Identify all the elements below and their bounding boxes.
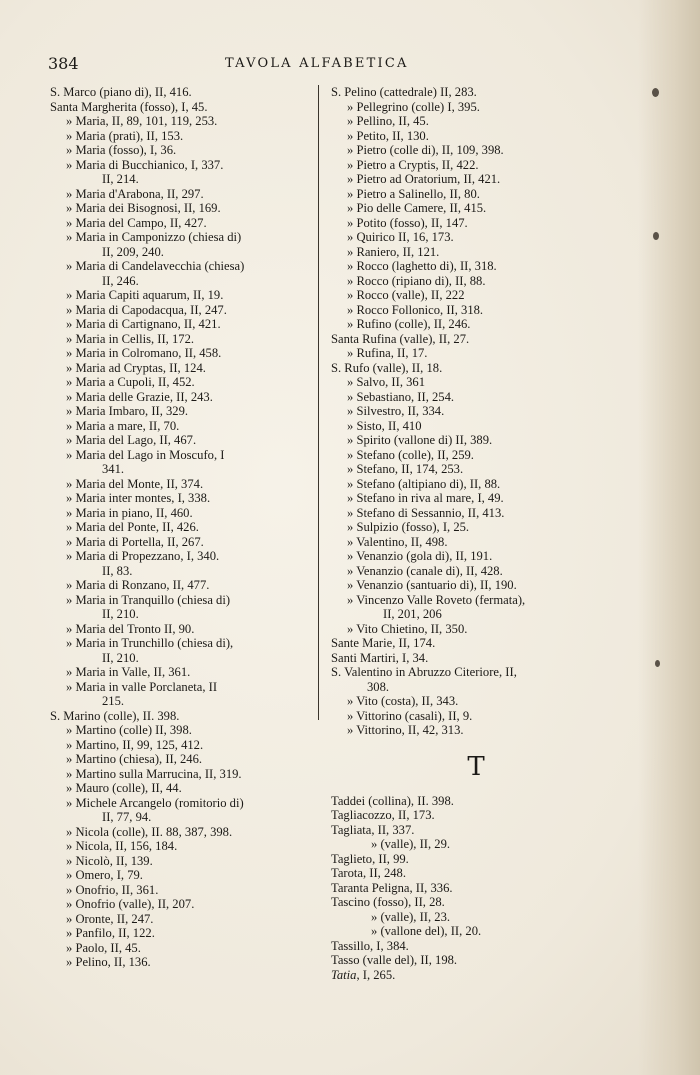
index-entry-text: » Pietro ad Oratorium, II, 421.: [347, 172, 501, 186]
index-entry-text: Taddei (collina), II. 398.: [331, 793, 454, 808]
index-entry: [331, 433, 621, 448]
index-entry-text: » Maria ad Cryptas, II, 124.: [66, 360, 206, 375]
index-entry-continuation: 308.: [367, 679, 390, 694]
index-entry: [331, 143, 621, 158]
index-entry: [50, 578, 312, 593]
index-entry-text: » Maria in Trunchillo (chiesa di),: [66, 636, 234, 650]
index-entry: [331, 288, 621, 303]
index-entry: [50, 230, 312, 259]
index-entry-text: S. Valentino in Abruzzo Citeriore, II,: [331, 665, 517, 679]
page-gutter-shadow: [638, 0, 700, 1075]
index-entry: [50, 100, 312, 115]
left-column: [50, 85, 312, 970]
index-entry-text: » Maria Imbaro, II, 329.: [66, 404, 189, 418]
index-entry-text: » Vittorino, II, 42, 313.: [347, 723, 464, 737]
index-entry-continuation: II, 246.: [102, 273, 139, 288]
index-entry: [331, 578, 621, 593]
index-entry: [331, 924, 621, 939]
index-entry-text: » Maria a mare, II, 70.: [66, 418, 180, 433]
index-entry-text: » Sulpizio (fosso), I, 25.: [347, 520, 470, 534]
index-entry: [331, 100, 621, 115]
index-entry-text: » Omero, I, 79.: [66, 868, 143, 882]
right-column: [331, 85, 621, 982]
index-entry: [331, 636, 621, 651]
index-entry: [331, 201, 621, 216]
index-entry-text: » Stefano (altipiano di), II, 88.: [347, 476, 501, 491]
index-entry-text: » Sebastiano, II, 254.: [347, 389, 455, 404]
index-entry-text: S. Marco (piano di), II, 416.: [50, 85, 192, 99]
index-entry: [50, 332, 312, 347]
index-entry: [331, 85, 621, 100]
index-entry-text: » Maria (prati), II, 153.: [66, 128, 184, 143]
index-entry-continuation: II, 201, 206: [383, 607, 442, 621]
index-entry: [50, 912, 312, 927]
index-entry-text: » Raniero, II, 121.: [347, 244, 440, 259]
index-entry: [331, 881, 621, 896]
index-entry-text: S. Pelino (cattedrale) II, 283.: [331, 85, 477, 99]
index-entry: [50, 709, 312, 724]
index-entry-text: » Maria del Ponte, II, 426.: [66, 520, 199, 534]
index-entry-text: » Stefano, II, 174, 253.: [347, 462, 464, 476]
index-entry: [50, 448, 312, 477]
index-entry: [50, 680, 312, 709]
index-entry-text: » Rocco (valle), II, 222: [347, 288, 465, 302]
index-entry-text: » Maria in Camponizzo (chiesa di): [66, 230, 242, 244]
index-entry-text: » Pio delle Camere, II, 415.: [347, 201, 487, 215]
index-entry-text: » Maria di Capodacqua, II, 247.: [66, 302, 227, 317]
index-entry: [331, 230, 621, 245]
index-entry: [331, 808, 621, 823]
index-entry-text: » Martino, II, 99, 125, 412.: [66, 737, 204, 752]
index-entry: [331, 303, 621, 318]
index-entry: [50, 883, 312, 898]
index-entry: [331, 866, 621, 881]
index-entry-text: » Maria Capiti aquarum, II, 19.: [66, 288, 224, 302]
index-entry: [50, 854, 312, 869]
index-entry: [50, 622, 312, 637]
index-entry: [50, 114, 312, 129]
index-entry: [331, 390, 621, 405]
index-entry-text: » Maria delle Grazie, II, 243.: [66, 389, 213, 404]
index-entry-text: Santa Margherita (fosso), I, 45.: [50, 99, 208, 114]
index-entry: [331, 910, 621, 925]
index-entry: [331, 274, 621, 289]
index-entry: [50, 767, 312, 782]
index-entry-text: » Stefano in riva al mare, I, 49.: [347, 491, 504, 505]
index-entry-text: » Silvestro, II, 334.: [347, 404, 445, 418]
index-entry: [331, 259, 621, 274]
index-entry-text: » Quirico II, 16, 173.: [347, 230, 454, 244]
index-entry-text: » Rocco Follonico, II, 318.: [347, 302, 484, 317]
index-entry-text: » Spirito (vallone di) II, 389.: [347, 433, 493, 447]
index-entry-text: » Martino (chiesa), II, 246.: [66, 752, 203, 766]
index-entry-continuation: II, 210.: [102, 607, 139, 621]
index-entry-text: » Maria in Cellis, II, 172.: [66, 331, 195, 346]
index-entry-text: » Rocco (ripiano di), II, 88.: [347, 273, 486, 288]
ink-speck: [652, 88, 659, 97]
index-entry-text: » Maria di Portella, II, 267.: [66, 534, 204, 549]
index-entry-text: Tassillo, I, 384.: [331, 938, 409, 953]
index-entry: [331, 419, 621, 434]
index-entry: [50, 143, 312, 158]
index-entry-text: » Martino (colle) II, 398.: [66, 723, 192, 737]
index-entry: [331, 245, 621, 260]
index-entry-text: Sante Marie, II, 174.: [331, 636, 436, 650]
index-entry: [331, 968, 621, 983]
index-entry-text: » Nicola, II, 156, 184.: [66, 839, 178, 853]
index-entry: [331, 651, 621, 666]
index-entry-text: » Michele Arcangelo (romitorio di): [66, 795, 244, 810]
index-entry-continuation: II, 77, 94.: [102, 810, 152, 824]
index-entry: [331, 622, 621, 637]
index-entry-continuation: II, 210.: [102, 650, 139, 665]
index-entry: [50, 535, 312, 550]
index-entry: [50, 477, 312, 492]
index-entry: [331, 158, 621, 173]
index-entry-text: » Salvo, II, 361: [347, 375, 426, 389]
index-entry: [50, 955, 312, 970]
index-entry-text: » Nicola (colle), II. 88, 387, 398.: [66, 824, 233, 839]
index-entry: [50, 825, 312, 840]
index-entry: [50, 897, 312, 912]
index-entry-continuation: II, 214.: [102, 172, 139, 186]
index-entry: [331, 129, 621, 144]
index-entry-text: » Maria del Monte, II, 374.: [66, 476, 204, 491]
index-entry: [331, 491, 621, 506]
index-entry-text: Santi Martiri, I, 34.: [331, 650, 429, 665]
index-entry: [50, 636, 312, 665]
index-entry-text: » Onofrio (valle), II, 207.: [66, 897, 195, 911]
index-entry-text: » Onofrio, II, 361.: [66, 882, 159, 897]
index-entry: [50, 752, 312, 767]
index-entry-text: » Venanzio (gola di), II, 191.: [347, 549, 493, 563]
section-letter: T: [467, 751, 485, 782]
index-entry-text: » Pietro a Salinello, II, 80.: [347, 186, 480, 201]
index-entry-text: » Maria inter montes, I, 338.: [66, 491, 211, 505]
index-entry-text: » Maria in Colromano, II, 458.: [66, 346, 222, 360]
index-entry-text: Tagliacozzo, II, 173.: [331, 808, 435, 822]
index-entry: [50, 158, 312, 187]
index-entry-text: » Maria, II, 89, 101, 119, 253.: [66, 114, 218, 128]
index-entry-text: » Stefano (colle), II, 259.: [347, 447, 474, 462]
index-entry: [331, 317, 621, 332]
index-entry: [331, 593, 621, 622]
ink-speck: [653, 232, 659, 240]
page-number: 384: [48, 54, 79, 73]
index-entry: [331, 114, 621, 129]
index-entry: [331, 462, 621, 477]
index-entry: [50, 520, 312, 535]
index-entry: [331, 895, 621, 910]
index-entry: [331, 506, 621, 521]
index-entry: [50, 941, 312, 956]
index-entry: [331, 216, 621, 231]
index-entry-text: » Vittorino (casali), II, 9.: [347, 708, 473, 723]
index-entry: [331, 361, 621, 376]
index-entry-text: » Oronte, II, 247.: [66, 911, 154, 926]
index-entry: [50, 375, 312, 390]
index-entry-text: S. Rufo (valle), II, 18.: [331, 360, 443, 375]
index-entry: [331, 723, 621, 738]
index-entry-text: Taranta Peligna, II, 336.: [331, 880, 453, 895]
index-entry: [50, 288, 312, 303]
index-entry-text: » Maria dei Bisognosi, II, 169.: [66, 201, 221, 215]
index-entry: [50, 390, 312, 405]
index-entry: [331, 837, 621, 852]
index-entry: [50, 738, 312, 753]
index-entry-text: » Rocco (laghetto di), II, 318.: [347, 259, 497, 273]
index-entry-text: Tascino (fosso), II, 28.: [331, 895, 445, 909]
index-entry-text: » Panfilo, II, 122.: [66, 926, 155, 940]
index-entry-text: » Petito, II, 130.: [347, 128, 429, 143]
index-entry: [331, 939, 621, 954]
index-entry: [331, 665, 621, 694]
index-entry-text: S. Marino (colle), II. 398.: [50, 708, 180, 723]
page-header: [0, 54, 640, 76]
index-entry-continuation: 215.: [102, 694, 125, 708]
index-entry-text: » Pelino, II, 136.: [66, 955, 151, 969]
index-entry-text: » (valle), II, 23.: [371, 909, 451, 924]
index-entry: [50, 216, 312, 231]
index-entry-text: Taglieto, II, 99.: [331, 851, 409, 866]
index-entry-text: » Paolo, II, 45.: [66, 940, 141, 955]
index-entry-text: Tarota, II, 248.: [331, 866, 407, 880]
index-entry: [50, 404, 312, 419]
index-entry-text: » Stefano di Sessannio, II, 413.: [347, 505, 505, 520]
index-entry-text: » Maria del Campo, II, 427.: [66, 215, 207, 230]
index-entry-text: » Rufina, II, 17.: [347, 346, 428, 360]
index-entry-text: » Valentino, II, 498.: [347, 534, 448, 549]
index-entry-text: » Pellino, II, 45.: [347, 114, 429, 128]
index-entry: [331, 187, 621, 202]
index-entry-text: » Mauro (colle), II, 44.: [66, 781, 182, 795]
index-entry-text: Tagliata, II, 337.: [331, 822, 415, 837]
index-entry: [50, 259, 312, 288]
index-entry-text: » Maria di Cartignano, II, 421.: [66, 317, 221, 331]
index-entry-text: » Vito (costa), II, 343.: [347, 694, 459, 708]
index-entry: [331, 953, 621, 968]
index-entry-text: Tasso (valle del), II, 198.: [331, 953, 458, 967]
index-entry-text: » Maria in Valle, II, 361.: [66, 665, 191, 679]
index-entry-text: » Pellegrino (colle) I, 395.: [347, 99, 480, 114]
index-entry: [50, 201, 312, 216]
index-entry: [331, 549, 621, 564]
index-entry: [331, 564, 621, 579]
index-entry: [50, 549, 312, 578]
index-entry-text: » Maria di Bucchianico, I, 337.: [66, 157, 224, 172]
index-entry-text: » Maria in valle Porclaneta, II: [66, 679, 218, 694]
index-entry: [50, 129, 312, 144]
index-entry-text: » Maria del Lago, II, 467.: [66, 433, 197, 447]
index-entry-text: » Maria d'Arabona, II, 297.: [66, 186, 204, 201]
index-entry: [331, 709, 621, 724]
index-entry: [331, 852, 621, 867]
index-entry: [50, 317, 312, 332]
index-entry: [331, 477, 621, 492]
index-entry: [50, 868, 312, 883]
index-entry: [50, 187, 312, 202]
index-entry-text: » Vito Chietino, II, 350.: [347, 621, 468, 636]
index-entry: [331, 172, 621, 187]
index-entry-text: » Pietro a Cryptis, II, 422.: [347, 157, 479, 172]
index-entry: [50, 593, 312, 622]
index-entry: [50, 303, 312, 318]
index-entry-text: » Maria di Ronzano, II, 477.: [66, 578, 210, 592]
index-entry-continuation: 341.: [102, 462, 125, 476]
column-divider: [318, 85, 319, 720]
index-entry: [50, 723, 312, 738]
index-entry: [331, 694, 621, 709]
index-entry: [50, 346, 312, 361]
index-entry: [50, 796, 312, 825]
index-entry-text: » Sisto, II, 410: [347, 418, 422, 433]
index-entry: [331, 794, 621, 809]
index-entry-text: » Maria (fosso), I, 36.: [66, 143, 177, 157]
index-entry: [331, 332, 621, 347]
index-entry: [331, 375, 621, 390]
index-entry: [50, 926, 312, 941]
index-entry-text: » Martino sulla Marrucina, II, 319.: [66, 766, 242, 781]
index-entry-text: Tatia, I, 265.: [331, 967, 396, 982]
index-entry: [50, 506, 312, 521]
index-entry: [50, 491, 312, 506]
index-entry-text: » Potito (fosso), II, 147.: [347, 215, 468, 230]
index-entry-text: » Maria del Tronto II, 90.: [66, 621, 195, 636]
index-entry: [50, 433, 312, 448]
index-entry-text: » Venanzio (santuario di), II, 190.: [347, 578, 517, 592]
index-entry-text: » Maria di Propezzano, I, 340.: [66, 549, 220, 563]
ink-speck: [655, 660, 660, 667]
index-entry-continuation: II, 209, 240.: [102, 244, 164, 259]
index-entry: [50, 361, 312, 376]
index-entry-text: » Pietro (colle di), II, 109, 398.: [347, 143, 504, 157]
index-entry-text: » Vincenzo Valle Roveto (fermata),: [347, 592, 526, 607]
index-entry-text: » Maria in Tranquillo (chiesa di): [66, 592, 231, 607]
index-entry: [331, 823, 621, 838]
index-entry: [50, 839, 312, 854]
index-entry-text: » Maria di Candelavecchia (chiesa): [66, 259, 245, 273]
index-entry: [331, 346, 621, 361]
index-entry-text: » Venanzio (canale di), II, 428.: [347, 563, 503, 578]
index-entry: [331, 404, 621, 419]
index-entry: [331, 448, 621, 463]
index-entry: [50, 419, 312, 434]
index-entry-text: » Maria in piano, II, 460.: [66, 505, 193, 520]
index-entry: [50, 665, 312, 680]
index-entry-text: Santa Rufina (valle), II, 27.: [331, 331, 470, 346]
index-entry-text: » Maria a Cupoli, II, 452.: [66, 375, 195, 389]
running-title: TAVOLA ALFABETICA: [225, 56, 409, 71]
index-entry: [50, 781, 312, 796]
index-entry: [331, 520, 621, 535]
index-entry: [50, 85, 312, 100]
index-entry-text: » Nicolò, II, 139.: [66, 853, 153, 868]
index-entry-text: » (valle), II, 29.: [371, 837, 451, 851]
index-entry: [331, 535, 621, 550]
index-entry-text: » (vallone del), II, 20.: [371, 924, 482, 938]
index-entry-text: » Rufino (colle), II, 246.: [347, 317, 471, 331]
index-entry-continuation: II, 83.: [102, 563, 133, 578]
index-entry-text: » Maria del Lago in Moscufo, I: [66, 447, 225, 462]
